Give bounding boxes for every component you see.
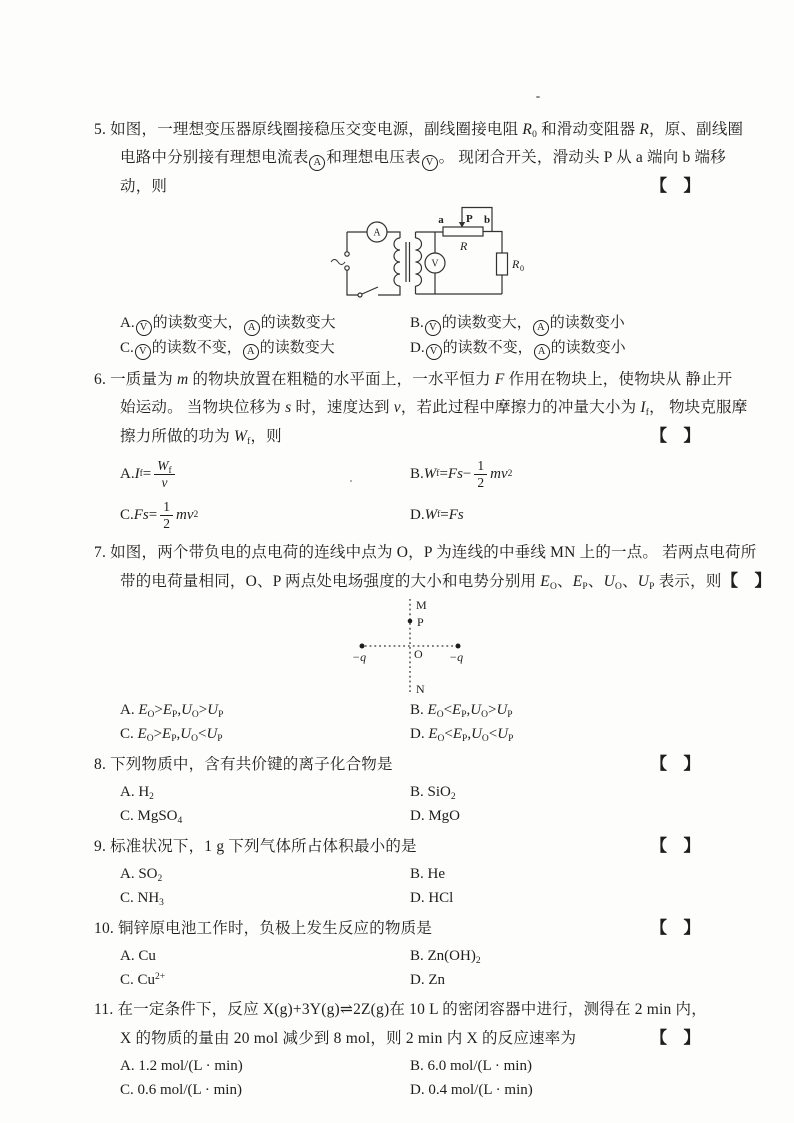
circuit-diagram-svg xyxy=(300,204,560,308)
circuit-diagram xyxy=(300,204,560,308)
question-line xyxy=(120,1024,700,1053)
option-10b: B. $Zn(OH)_2$ xyxy=(410,948,481,967)
transformer-primary-coil xyxy=(394,238,400,286)
option-8b: B. SiO$_2$ xyxy=(410,784,456,803)
left-charge-dot xyxy=(360,644,365,649)
option-6c: C. Fs = $\frac{1}{2}$ mv 2 xyxy=(120,499,199,531)
answer-brackets: 【 】 xyxy=(650,426,700,445)
r0-label-main: R xyxy=(512,257,520,271)
charge-diagram-svg xyxy=(330,597,490,697)
question-text: X 的物质的量由 20 mol 减少到 8 mol，则 2 min 内 X 的反应速率为 xyxy=(120,1030,577,1048)
option-9a: A. $SO_2$ xyxy=(120,866,163,885)
option-6b: B. W f = Fs − $\frac{1}{2}$ mv 2 xyxy=(410,458,513,490)
question-text: 擦力所做的功为 $W_f$，则 xyxy=(120,428,282,447)
option-7b: B. $E_O<E_P,U_O>U_P$ xyxy=(410,702,513,721)
question-text: 5. 如图，一理想变压器原线圈接稳压交变电源，副线圈接电阻 $R_0$ 和滑动变阻器 R，原、副线圈 xyxy=(94,121,744,140)
question-line xyxy=(94,750,700,779)
option-7c: C. $E_O>E_P,U_O<U_P$ xyxy=(120,726,223,745)
exam-content xyxy=(94,116,772,1102)
question-10 xyxy=(94,914,700,992)
answer-brackets: 【 】 xyxy=(650,836,700,856)
option-6d: D. W f = Fs xyxy=(410,506,464,523)
wire xyxy=(347,271,358,296)
option-8c: C. MgSO$_4$ xyxy=(120,808,183,827)
scan-speck xyxy=(536,96,540,98)
options-6 xyxy=(120,452,700,535)
option-7a: A. $E_O>E_P,U_O>U_P$ xyxy=(120,702,224,721)
resistor-r0-symbol xyxy=(497,253,508,275)
option-11c: C. 0.6 mol/(L · min) xyxy=(120,1082,242,1099)
option-5a: A. V 的读数变大， A 的读数变大 xyxy=(120,311,410,336)
m-label: M xyxy=(416,598,427,613)
o-label: O xyxy=(414,647,423,662)
option-8a: A. $H_2$ xyxy=(120,784,154,803)
p-label: P xyxy=(417,615,424,630)
answer-brackets: 【 】 xyxy=(650,176,700,195)
question-line xyxy=(120,172,700,201)
point-p-dot xyxy=(408,619,413,624)
answer-brackets: 【 】 xyxy=(650,754,700,774)
rheostat-r-label: R xyxy=(460,239,468,253)
voltmeter-label: V xyxy=(431,258,439,270)
option-9c: C. $NH_3$ xyxy=(120,890,164,909)
switch-symbol xyxy=(362,287,378,294)
ammeter-label: A xyxy=(373,227,381,239)
question-text: 电路中分别接有理想电流表 A 和理想电压表 V 。 现闭合开关，滑动头 P 从 a 端向 b 端移 xyxy=(120,144,726,172)
question-6 xyxy=(94,366,748,535)
question-line xyxy=(94,116,744,144)
question-9 xyxy=(94,832,700,910)
ac-tilde xyxy=(331,260,345,265)
question-text: 11. 在一定条件下，反应 X(g)+3Y(g)⇌2Z(g)在 10 L 的密闭容器中进行，测得在 2 min 内， xyxy=(94,1001,707,1019)
options-8 xyxy=(120,780,700,828)
option-10c: C. $Cu^{2+}$ xyxy=(120,972,166,989)
answer-brackets: 【 】 xyxy=(650,1028,700,1048)
question-text: 8. 下列物质中，含有共价键的离子化合物是 xyxy=(94,756,393,774)
rheostat-symbol xyxy=(443,227,483,236)
options-9 xyxy=(120,862,700,910)
transformer-core xyxy=(406,242,410,282)
option-8d: D. MgO xyxy=(410,808,461,825)
n-label: N xyxy=(416,682,425,697)
option-10d: D. Zn xyxy=(410,972,445,989)
left-charge-label: −q xyxy=(352,650,367,665)
question-line xyxy=(120,394,748,422)
r0-label-sub: 0 xyxy=(520,264,524,273)
question-text: 7. 如图，两个带负电的点电荷的连线中点为 O，P 为连线的中垂线 MN 上的一点。 若两点电荷所 xyxy=(94,544,757,562)
option-7d: D. $E_O<E_P,U_O<U_P$ xyxy=(410,726,514,745)
ac-source-symbol xyxy=(345,266,349,270)
option-11a: A. 1.2 mol/(L · min) xyxy=(120,1058,243,1075)
terminal-b-label: b xyxy=(483,214,491,226)
options-7 xyxy=(120,698,700,746)
option-5c: C. V 的读数不变， A 的读数变大 xyxy=(120,336,410,361)
question-text: 6. 一质量为 m 的物块放置在粗糙的水平面上，一水平恒力 F 作用在物块上，使物块从 静止开 xyxy=(94,371,733,388)
option-5d: D. V 的读数不变， A 的读数变小 xyxy=(410,336,700,361)
option-9d: D. HCl xyxy=(410,890,454,907)
option-11b: B. 6.0 mol/(L · min) xyxy=(410,1058,532,1075)
question-line xyxy=(94,366,733,394)
answer-brackets: 【 】 xyxy=(721,571,772,591)
wire xyxy=(378,286,400,295)
option-6a: A. I f = $\frac{W_f}{v}$ xyxy=(120,458,410,490)
question-5 xyxy=(94,116,744,360)
question-line xyxy=(94,914,700,943)
switch-symbol xyxy=(358,293,362,297)
question-text: 带的电荷量相同，O、P 两点处电场强度的大小和电势分别用 $E_O$、$E_P$、$U_O$、$U_P$ 表示，则 xyxy=(120,573,722,593)
options-5 xyxy=(120,311,700,360)
option-5b: B. V 的读数变大， A 的读数变小 xyxy=(410,311,700,336)
question-11 xyxy=(94,996,707,1102)
transformer-secondary-coil xyxy=(416,238,422,286)
slider-p-label: P xyxy=(466,213,473,225)
question-text: 10. 铜锌原电池工作时，负极上发生反应的物质是 xyxy=(94,920,433,938)
question-text: 始运动。 当物块位移为 s 时，速度达到 v，若此过程中摩擦力的冲量大小为 $I_f$， 物块克服摩 xyxy=(120,399,748,418)
question-text: 动，则 xyxy=(120,178,168,195)
question-line xyxy=(120,422,700,451)
answer-brackets: 【 】 xyxy=(650,918,700,938)
charge-diagram xyxy=(330,597,490,697)
terminal-a-label: a xyxy=(438,214,444,226)
question-7 xyxy=(94,539,772,746)
wire xyxy=(483,232,502,254)
question-line xyxy=(94,539,757,567)
ac-source-symbol xyxy=(345,252,349,256)
right-charge-label: −q xyxy=(449,650,464,665)
question-line xyxy=(120,567,772,596)
question-8 xyxy=(94,750,700,828)
options-11 xyxy=(120,1054,700,1102)
question-text: 9. 标准状况下，1 g 下列气体所占体积最小的是 xyxy=(94,838,417,856)
options-10 xyxy=(120,944,700,992)
option-11d: D. 0.4 mol/(L · min) xyxy=(410,1082,533,1099)
question-line xyxy=(120,144,726,172)
question-line xyxy=(94,832,700,861)
question-line xyxy=(94,996,707,1024)
right-charge-dot xyxy=(456,644,461,649)
option-10a: A. Cu xyxy=(120,948,156,965)
option-9b: B. He xyxy=(410,866,445,883)
